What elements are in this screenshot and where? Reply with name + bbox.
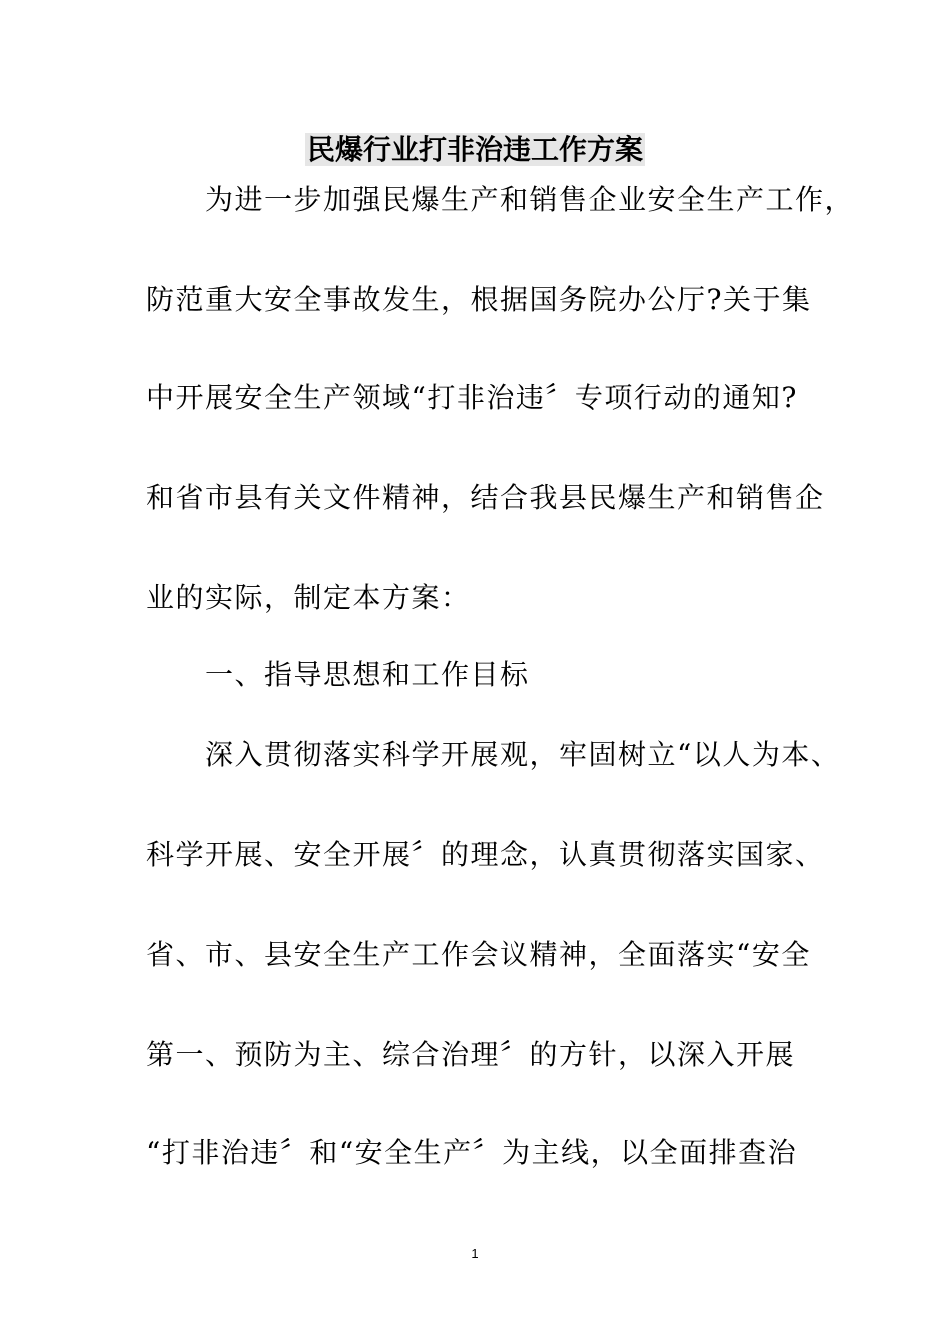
section-heading: 一、指导思想和工作目标 — [146, 658, 530, 691]
paragraph-line: 深入贯彻落实科学开展观，牢固树立“以人为本、 — [146, 738, 841, 771]
paragraph-line: 科学开展、安全开展〞的理念，认真贯彻落实国家、 — [146, 838, 825, 871]
paragraph-line: 中开展安全生产领域“打非治违〞专项行动的通知? — [146, 381, 798, 414]
paragraph-line: 为进一步加强民爆生产和销售企业安全生产工作， — [146, 183, 855, 216]
document-title — [0, 130, 950, 170]
paragraph-line: 省、市、县安全生产工作会议精神，全面落实“安全 — [146, 938, 811, 971]
document-title-text: 民爆行业打非治违工作方案 — [306, 133, 643, 166]
page-number: 1 — [471, 1246, 479, 1261]
paragraph-line: “打非治违〞和“安全生产〞为主线，以全面排查治 — [146, 1136, 798, 1169]
paragraph-line: 和省市县有关文件精神，结合我县民爆生产和销售企 — [146, 481, 825, 514]
paragraph-line: 防范重大安全事故发生，根据国务院办公厅?关于集 — [146, 283, 812, 316]
paragraph-line: 第一、预防为主、综合治理〞的方针，以深入开展 — [146, 1038, 796, 1071]
paragraph-line: 业的实际，制定本方案： — [146, 581, 471, 614]
